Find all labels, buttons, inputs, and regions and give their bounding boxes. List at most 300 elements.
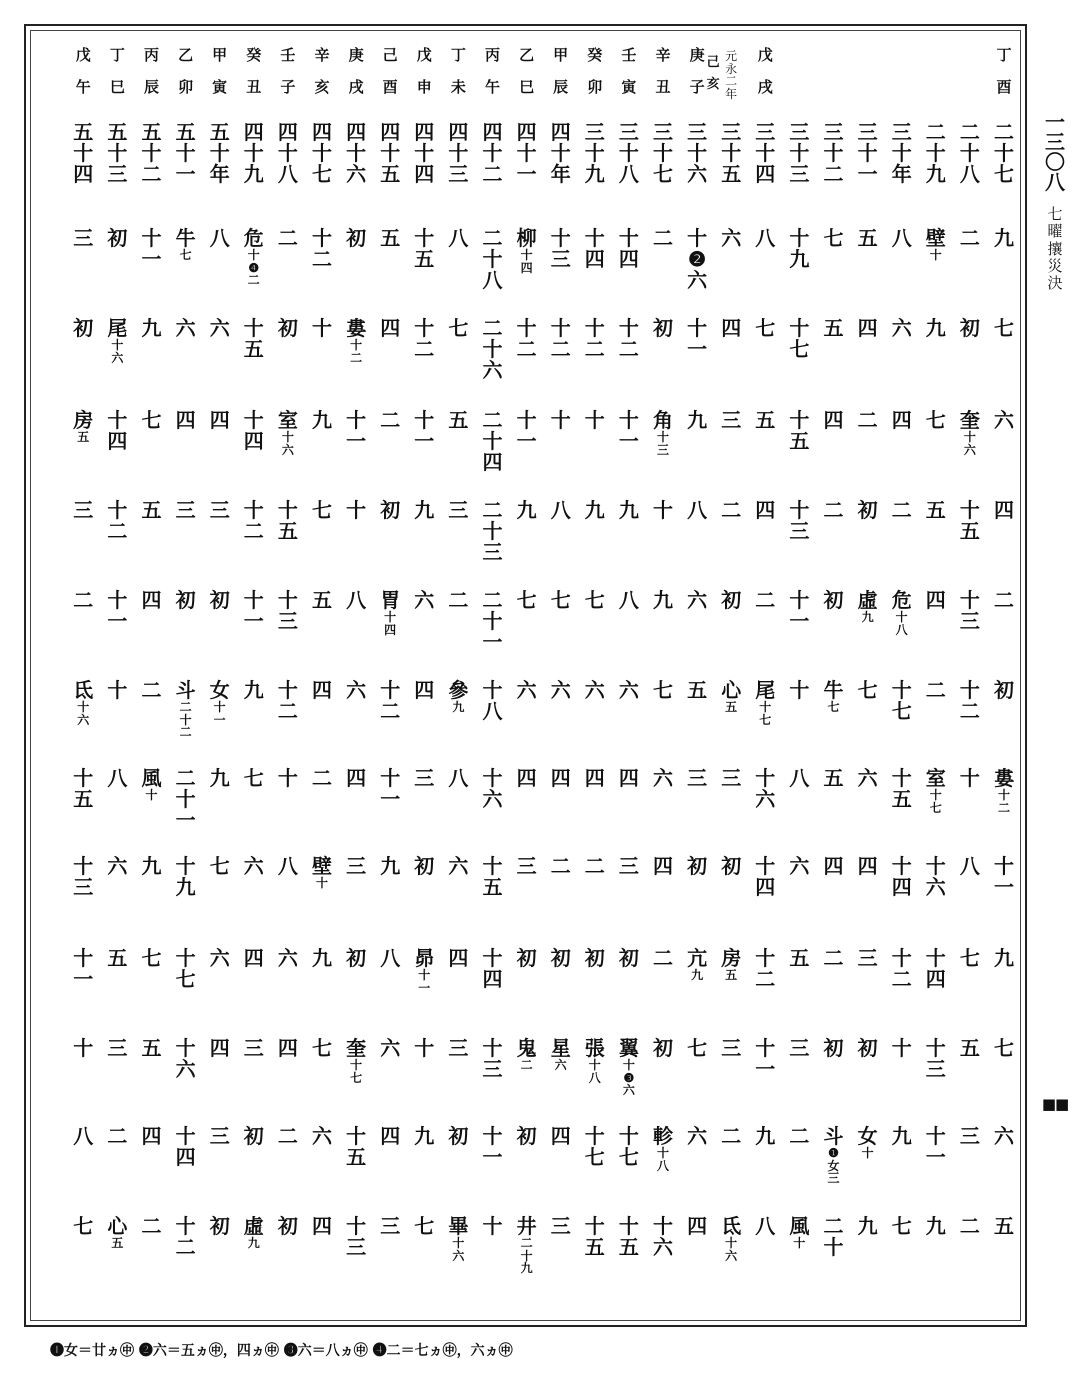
year-number: 四 十 二: [482, 120, 503, 186]
table-cell: 四: [209, 1036, 230, 1060]
table-cell: 十 五: [789, 408, 810, 453]
table-cell: 十 二: [584, 316, 605, 361]
table-cell: 六: [277, 946, 298, 970]
table-column: [818, 0, 850, 1330]
table-cell: 十 五: [346, 1124, 367, 1169]
table-cell: 十 二: [891, 946, 912, 991]
table-cell: 六: [175, 316, 196, 340]
table-cell: 七: [857, 678, 878, 702]
table-cell: 三: [209, 498, 230, 522]
running-title: 七 曜 攘 災 決: [1047, 205, 1063, 292]
table-cell: 二: [959, 1214, 980, 1238]
table-cell: 室 十 七: [925, 766, 946, 815]
table-cell: 九: [516, 498, 537, 522]
table-cell: 八: [618, 588, 639, 612]
table-cell: 五: [141, 1036, 162, 1060]
table-cell: 初: [380, 498, 401, 522]
branch-label: 丑: [246, 78, 262, 96]
table-cell: 七: [141, 946, 162, 970]
table-cell: 畢 十 六: [448, 1214, 469, 1263]
table-column: [886, 0, 918, 1330]
table-cell: 十: [482, 1214, 503, 1238]
table-cell: 十 五: [891, 766, 912, 811]
table-cell: 初: [584, 946, 605, 970]
table-cell: 亢 九: [687, 946, 708, 982]
table-cell: 八: [73, 1124, 94, 1148]
table-cell: 九: [925, 316, 946, 340]
table-column: [988, 0, 1020, 1330]
table-cell: 初: [346, 946, 367, 970]
table-cell: 六: [448, 854, 469, 878]
table-cell: 二 十 四: [482, 408, 503, 474]
table-cell: 二 十 六: [482, 316, 503, 382]
table-cell: 牛 七: [823, 678, 844, 714]
table-cell: 四: [516, 766, 537, 790]
table-cell: 十 八: [482, 678, 503, 723]
table-cell: 四: [721, 316, 742, 340]
branch-label: 巳: [109, 78, 125, 96]
table-cell: 四: [380, 316, 401, 340]
table-cell: 八: [959, 854, 980, 878]
table-cell: 二: [721, 1124, 742, 1148]
table-cell: 井 二 十 九: [516, 1214, 537, 1276]
year-number: 四 十 一: [516, 120, 537, 186]
table-cell: 十 二: [959, 678, 980, 723]
stem-label: 丁: [996, 46, 1012, 64]
table-cell: 二: [584, 854, 605, 878]
table-cell: 三: [243, 1036, 264, 1060]
branch-label: 巳: [519, 78, 535, 96]
table-cell: 二: [789, 1124, 810, 1148]
year-number: 三 十 一: [857, 120, 878, 186]
year-number: 三 十 九: [584, 120, 605, 186]
branch-label: 辰: [553, 78, 569, 96]
year-number: 三 十 五: [721, 120, 742, 186]
table-cell: 四: [618, 766, 639, 790]
stem-label: 甲: [553, 46, 569, 64]
table-cell: 初: [209, 1214, 230, 1238]
table-cell: 十 三: [346, 1214, 367, 1259]
stem-label: 乙: [178, 46, 194, 64]
stem-label: 癸: [587, 46, 603, 64]
table-cell: 三: [687, 766, 708, 790]
table-cell: 十 一: [243, 588, 264, 633]
table-cell: 七: [516, 588, 537, 612]
table-cell: 五: [823, 316, 844, 340]
table-cell: 六: [857, 766, 878, 790]
year-number: 三 十 六: [687, 120, 708, 186]
table-cell: 八: [107, 766, 128, 790]
table-cell: 女 十: [857, 1124, 878, 1160]
table-cell: 十: [550, 408, 571, 432]
table-cell: 四: [823, 854, 844, 878]
table-cell: 二 十: [823, 1214, 844, 1259]
table-cell: 柳 十 四: [516, 226, 537, 275]
table-cell: 六: [550, 678, 571, 702]
branch-label: 戌: [348, 78, 364, 96]
table-cell: 十 一: [789, 588, 810, 633]
table-cell: 初: [959, 316, 980, 340]
table-cell: 三: [73, 498, 94, 522]
table-cell: 七: [994, 316, 1014, 340]
table-cell: 八: [209, 226, 230, 250]
table-cell: 十 二: [618, 316, 639, 361]
table-cell: 三: [550, 1214, 571, 1238]
table-cell: 二: [721, 498, 742, 522]
table-cell: 三: [857, 946, 878, 970]
table-cell: 三: [789, 1036, 810, 1060]
table-cell: 十 五: [73, 766, 94, 811]
table-cell: 五: [687, 678, 708, 702]
table-cell: 初: [73, 316, 94, 340]
table-cell: 九: [994, 226, 1014, 250]
table-cell: 初: [346, 226, 367, 250]
page-number: 一 三 〇 八: [1045, 110, 1065, 194]
table-cell: 三: [448, 498, 469, 522]
table-cell: 九: [925, 1214, 946, 1238]
table-cell: 四: [994, 498, 1014, 522]
year-number: 二 十 八: [959, 120, 980, 186]
year-number: 四 十 九: [243, 120, 264, 186]
table-cell: 風 十: [141, 766, 162, 802]
table-cell: 七: [141, 408, 162, 432]
table-column: [511, 0, 543, 1330]
table-column: [647, 0, 679, 1330]
table-cell: 十 七: [891, 678, 912, 723]
table-cell: 五: [823, 766, 844, 790]
table-column: [579, 0, 611, 1330]
table-cell: 斗 二 十 二: [175, 678, 196, 740]
table-column: [477, 0, 509, 1330]
table-cell: 七: [209, 854, 230, 878]
stem-label: 丙: [484, 46, 500, 64]
table-cell: 十 三: [789, 498, 810, 543]
table-cell: 二: [107, 1124, 128, 1148]
table-cell: 初: [550, 946, 571, 970]
year-number: 二 十 七: [994, 120, 1014, 186]
stem-label: 乙: [519, 46, 535, 64]
table-cell: 十 二: [516, 316, 537, 361]
table-cell: 十: [789, 678, 810, 702]
table-cell: 四: [584, 766, 605, 790]
table-cell: 十 七: [618, 1124, 639, 1169]
stem-label: 癸: [246, 46, 262, 64]
table-cell: 十: [312, 316, 332, 340]
branch-label: 卯: [587, 78, 603, 96]
table-cell: 三: [346, 854, 367, 878]
table-cell: 十 五: [277, 498, 298, 543]
table-cell: 尾 十 七: [755, 678, 776, 727]
table-cell: 六: [891, 316, 912, 340]
table-cell: 五: [755, 408, 776, 432]
table-cell: 九: [584, 498, 605, 522]
table-cell: 六: [414, 588, 435, 612]
table-cell: 十 九: [175, 854, 196, 899]
table-cell: 六: [209, 316, 230, 340]
table-cell: 十 五: [482, 854, 503, 899]
table-cell: 婁 十 二: [346, 316, 367, 365]
table-cell: 八: [550, 498, 571, 522]
table-cell: 五: [448, 408, 469, 432]
table-cell: 昴 十 一: [414, 946, 435, 995]
year-number: 四 十 八: [277, 120, 298, 186]
table-cell: 四: [141, 1124, 162, 1148]
table-cell: 二: [73, 588, 94, 612]
table-cell: 初: [823, 1036, 844, 1060]
table-cell: 氐 十 六: [721, 1214, 742, 1263]
table-column: [238, 0, 270, 1330]
table-cell: 心 五: [107, 1214, 128, 1250]
year-number: 四 十 六: [346, 120, 367, 186]
table-cell: 五: [312, 588, 332, 612]
table-column: [706, 0, 747, 1330]
table-cell: 初: [175, 588, 196, 612]
table-cell: 三: [73, 226, 94, 250]
table-cell: 氐 十 六: [73, 678, 94, 727]
table-cell: 十 六: [755, 766, 776, 811]
year-number: 五 十 四: [73, 120, 94, 186]
table-cell: 翼 十 ❸ 六: [618, 1036, 639, 1098]
table-cell: 斗 ❶ 女 三: [823, 1124, 844, 1186]
table-cell: 二: [891, 498, 912, 522]
table-cell: 初: [823, 588, 844, 612]
table-cell: 二: [380, 408, 401, 432]
stem-label: 丁: [450, 46, 466, 64]
table-cell: 九: [653, 588, 673, 612]
table-cell: 六: [346, 678, 367, 702]
table-cell: 八: [687, 498, 708, 522]
year-number: 五 十 三: [107, 120, 128, 186]
table-cell: 八: [448, 766, 469, 790]
table-cell: 二: [925, 678, 946, 702]
table-column: [170, 0, 202, 1330]
table-cell: 二 十 八: [482, 226, 503, 292]
table-cell: 四: [414, 678, 435, 702]
branch-label: 未: [450, 78, 466, 96]
table-cell: 六: [994, 408, 1014, 432]
table-cell: 十 一: [141, 226, 162, 271]
table-cell: 二: [857, 408, 878, 432]
table-column: [306, 0, 338, 1330]
table-cell: 三: [959, 1124, 980, 1148]
table-cell: 九: [209, 766, 230, 790]
table-cell: 三: [448, 1036, 469, 1060]
table-cell: 初: [721, 588, 742, 612]
table-cell: 七: [448, 316, 469, 340]
year-number: 三 十 八: [618, 120, 639, 186]
table-cell: 十 二: [277, 678, 298, 723]
table-cell: 七: [414, 1214, 435, 1238]
table-cell: 二: [550, 854, 571, 878]
table-cell: 十 二: [243, 498, 264, 543]
table-cell: 尾 十 六: [107, 316, 128, 365]
table-cell: 星 六: [550, 1036, 571, 1072]
table-cell: 危 十 ❹ 二: [243, 226, 264, 288]
table-cell: 二: [141, 678, 162, 702]
table-cell: 房 五: [721, 946, 742, 982]
table-cell: 八: [380, 946, 401, 970]
table-cell: 三: [516, 854, 537, 878]
table-cell: 七: [755, 316, 776, 340]
table-cell: 壁 十: [925, 226, 946, 262]
table-cell: 七: [687, 1036, 708, 1060]
year-number: 三 十 二: [823, 120, 844, 186]
table-cell: 十: [107, 678, 128, 702]
table-cell: 六: [584, 678, 605, 702]
table-cell: 十 一: [516, 408, 537, 453]
table-cell: 三: [618, 854, 639, 878]
table-cell: 五: [141, 498, 162, 522]
table-cell: 三: [209, 1124, 230, 1148]
table-cell: 初: [994, 678, 1014, 702]
table-column: [613, 0, 645, 1330]
table-cell: 九: [312, 946, 332, 970]
table-cell: 角 十 三: [653, 408, 673, 457]
table-cell: 二: [312, 766, 332, 790]
stem-label: 壬: [621, 46, 637, 64]
table-cell: 五: [857, 226, 878, 250]
branch-label: 卯: [178, 78, 194, 96]
table-cell: 十 ❷ 六: [687, 226, 708, 292]
table-cell: 九: [414, 498, 435, 522]
table-cell: 心 五: [721, 678, 742, 714]
branch-label: 酉: [996, 78, 1012, 96]
stem-label: 戊: [416, 46, 432, 64]
table-cell: 十 三: [959, 588, 980, 633]
table-cell: 四: [653, 854, 673, 878]
table-cell: 四: [550, 1124, 571, 1148]
table-cell: 二: [823, 946, 844, 970]
table-cell: 三: [380, 1214, 401, 1238]
table-cell: 十 五: [618, 1214, 639, 1259]
table-cell: 十 三: [925, 1036, 946, 1081]
table-cell: 十 六: [482, 766, 503, 811]
branch-label: 子: [280, 78, 296, 96]
year-number: 四 十 年: [550, 120, 571, 186]
stem-label: 壬: [280, 46, 296, 64]
table-cell: 六: [618, 678, 639, 702]
table-cell: 十 七: [789, 316, 810, 361]
year-number: 五 十 二: [141, 120, 162, 186]
table-cell: 十: [277, 766, 298, 790]
table-cell: 十 一: [380, 766, 401, 811]
table-cell: 三: [721, 1036, 742, 1060]
table-cell: 十 七: [584, 1124, 605, 1169]
table-cell: 九: [857, 1214, 878, 1238]
year-number: 三 十 四: [755, 120, 776, 186]
table-cell: 初: [277, 316, 298, 340]
table-cell: 四: [277, 1036, 298, 1060]
table-cell: 五: [380, 226, 401, 250]
table-cell: 四: [346, 766, 367, 790]
branch-label: 申: [416, 78, 432, 96]
table-cell: 十 四: [755, 854, 776, 899]
table-cell: 二 十 一: [175, 766, 196, 832]
table-cell: 張 十 八: [584, 1036, 605, 1085]
table-cell: 十 五: [959, 498, 980, 543]
table-cell: 四: [925, 588, 946, 612]
table-column: [852, 0, 884, 1330]
branch-label: 丑: [655, 78, 671, 96]
table-cell: 八: [448, 226, 469, 250]
table-cell: 初: [618, 946, 639, 970]
table-cell: 十 二: [107, 498, 128, 543]
stem-label: 戊: [75, 46, 91, 64]
side-mark: ■■: [1041, 1095, 1069, 1113]
table-cell: 二: [141, 1214, 162, 1238]
table-column: [272, 0, 304, 1330]
branch-label: 子: [689, 78, 705, 96]
table-cell: 軫 十 八: [653, 1124, 673, 1173]
table-cell: 九: [994, 946, 1014, 970]
table-cell: 三: [721, 408, 742, 432]
table-cell: 六: [653, 766, 673, 790]
table-cell: 十: [584, 408, 605, 432]
table-cell: 十 四: [618, 226, 639, 271]
table-cell: 十 一: [107, 588, 128, 633]
stem-label: 己: [706, 55, 720, 70]
year-number: 三 十 三: [789, 120, 810, 186]
table-cell: 九: [380, 854, 401, 878]
branch-label: 寅: [212, 78, 228, 96]
table-cell: 三: [721, 766, 742, 790]
table-cell: 十: [891, 1036, 912, 1060]
table-cell: 二: [277, 226, 298, 250]
table-cell: 十 四: [925, 946, 946, 991]
table-cell: 風 十: [789, 1214, 810, 1250]
table-column: [408, 0, 440, 1330]
table-cell: 初: [516, 946, 537, 970]
table-cell: 二: [994, 588, 1014, 612]
table-cell: 九: [414, 1124, 435, 1148]
table-cell: 六: [516, 678, 537, 702]
table-cell: 十: [346, 498, 367, 522]
table-cell: 初: [448, 1124, 469, 1148]
stem-label: 庚: [689, 46, 705, 64]
year-number: 五 十 一: [175, 120, 196, 186]
table-cell: 六: [687, 588, 708, 612]
table-cell: 二: [653, 946, 673, 970]
table-column: [954, 0, 986, 1330]
table-cell: 四: [312, 678, 332, 702]
table-cell: 初: [653, 1036, 673, 1060]
stem-label: 庚: [348, 46, 364, 64]
year-number: 五 十 年: [209, 120, 230, 186]
stem-label: 己: [382, 46, 398, 64]
table-column: [749, 0, 781, 1330]
year-number: 三 十 年: [891, 120, 912, 186]
table-cell: 六: [380, 1036, 401, 1060]
table-cell: 十 三: [482, 1036, 503, 1081]
table-cell: 八: [277, 854, 298, 878]
table-column: [136, 0, 168, 1330]
table-cell: 十: [414, 1036, 435, 1060]
stem-label: 丙: [143, 46, 159, 64]
table-cell: 五: [994, 1214, 1014, 1238]
table-cell: 室 十 六: [277, 408, 298, 457]
table-cell: 二 十 一: [482, 588, 503, 654]
stem-label: 辛: [655, 46, 671, 64]
year-number: 二 十 九: [925, 120, 946, 186]
table-cell: 三: [175, 498, 196, 522]
table-cell: 四: [448, 946, 469, 970]
table-cell: 九: [141, 316, 162, 340]
table-cell: 四: [175, 408, 196, 432]
table-cell: 六: [687, 1124, 708, 1148]
table-cell: 七: [243, 766, 264, 790]
table-cell: 十 二: [175, 1214, 196, 1259]
year-number: 三 十 七: [653, 120, 673, 186]
